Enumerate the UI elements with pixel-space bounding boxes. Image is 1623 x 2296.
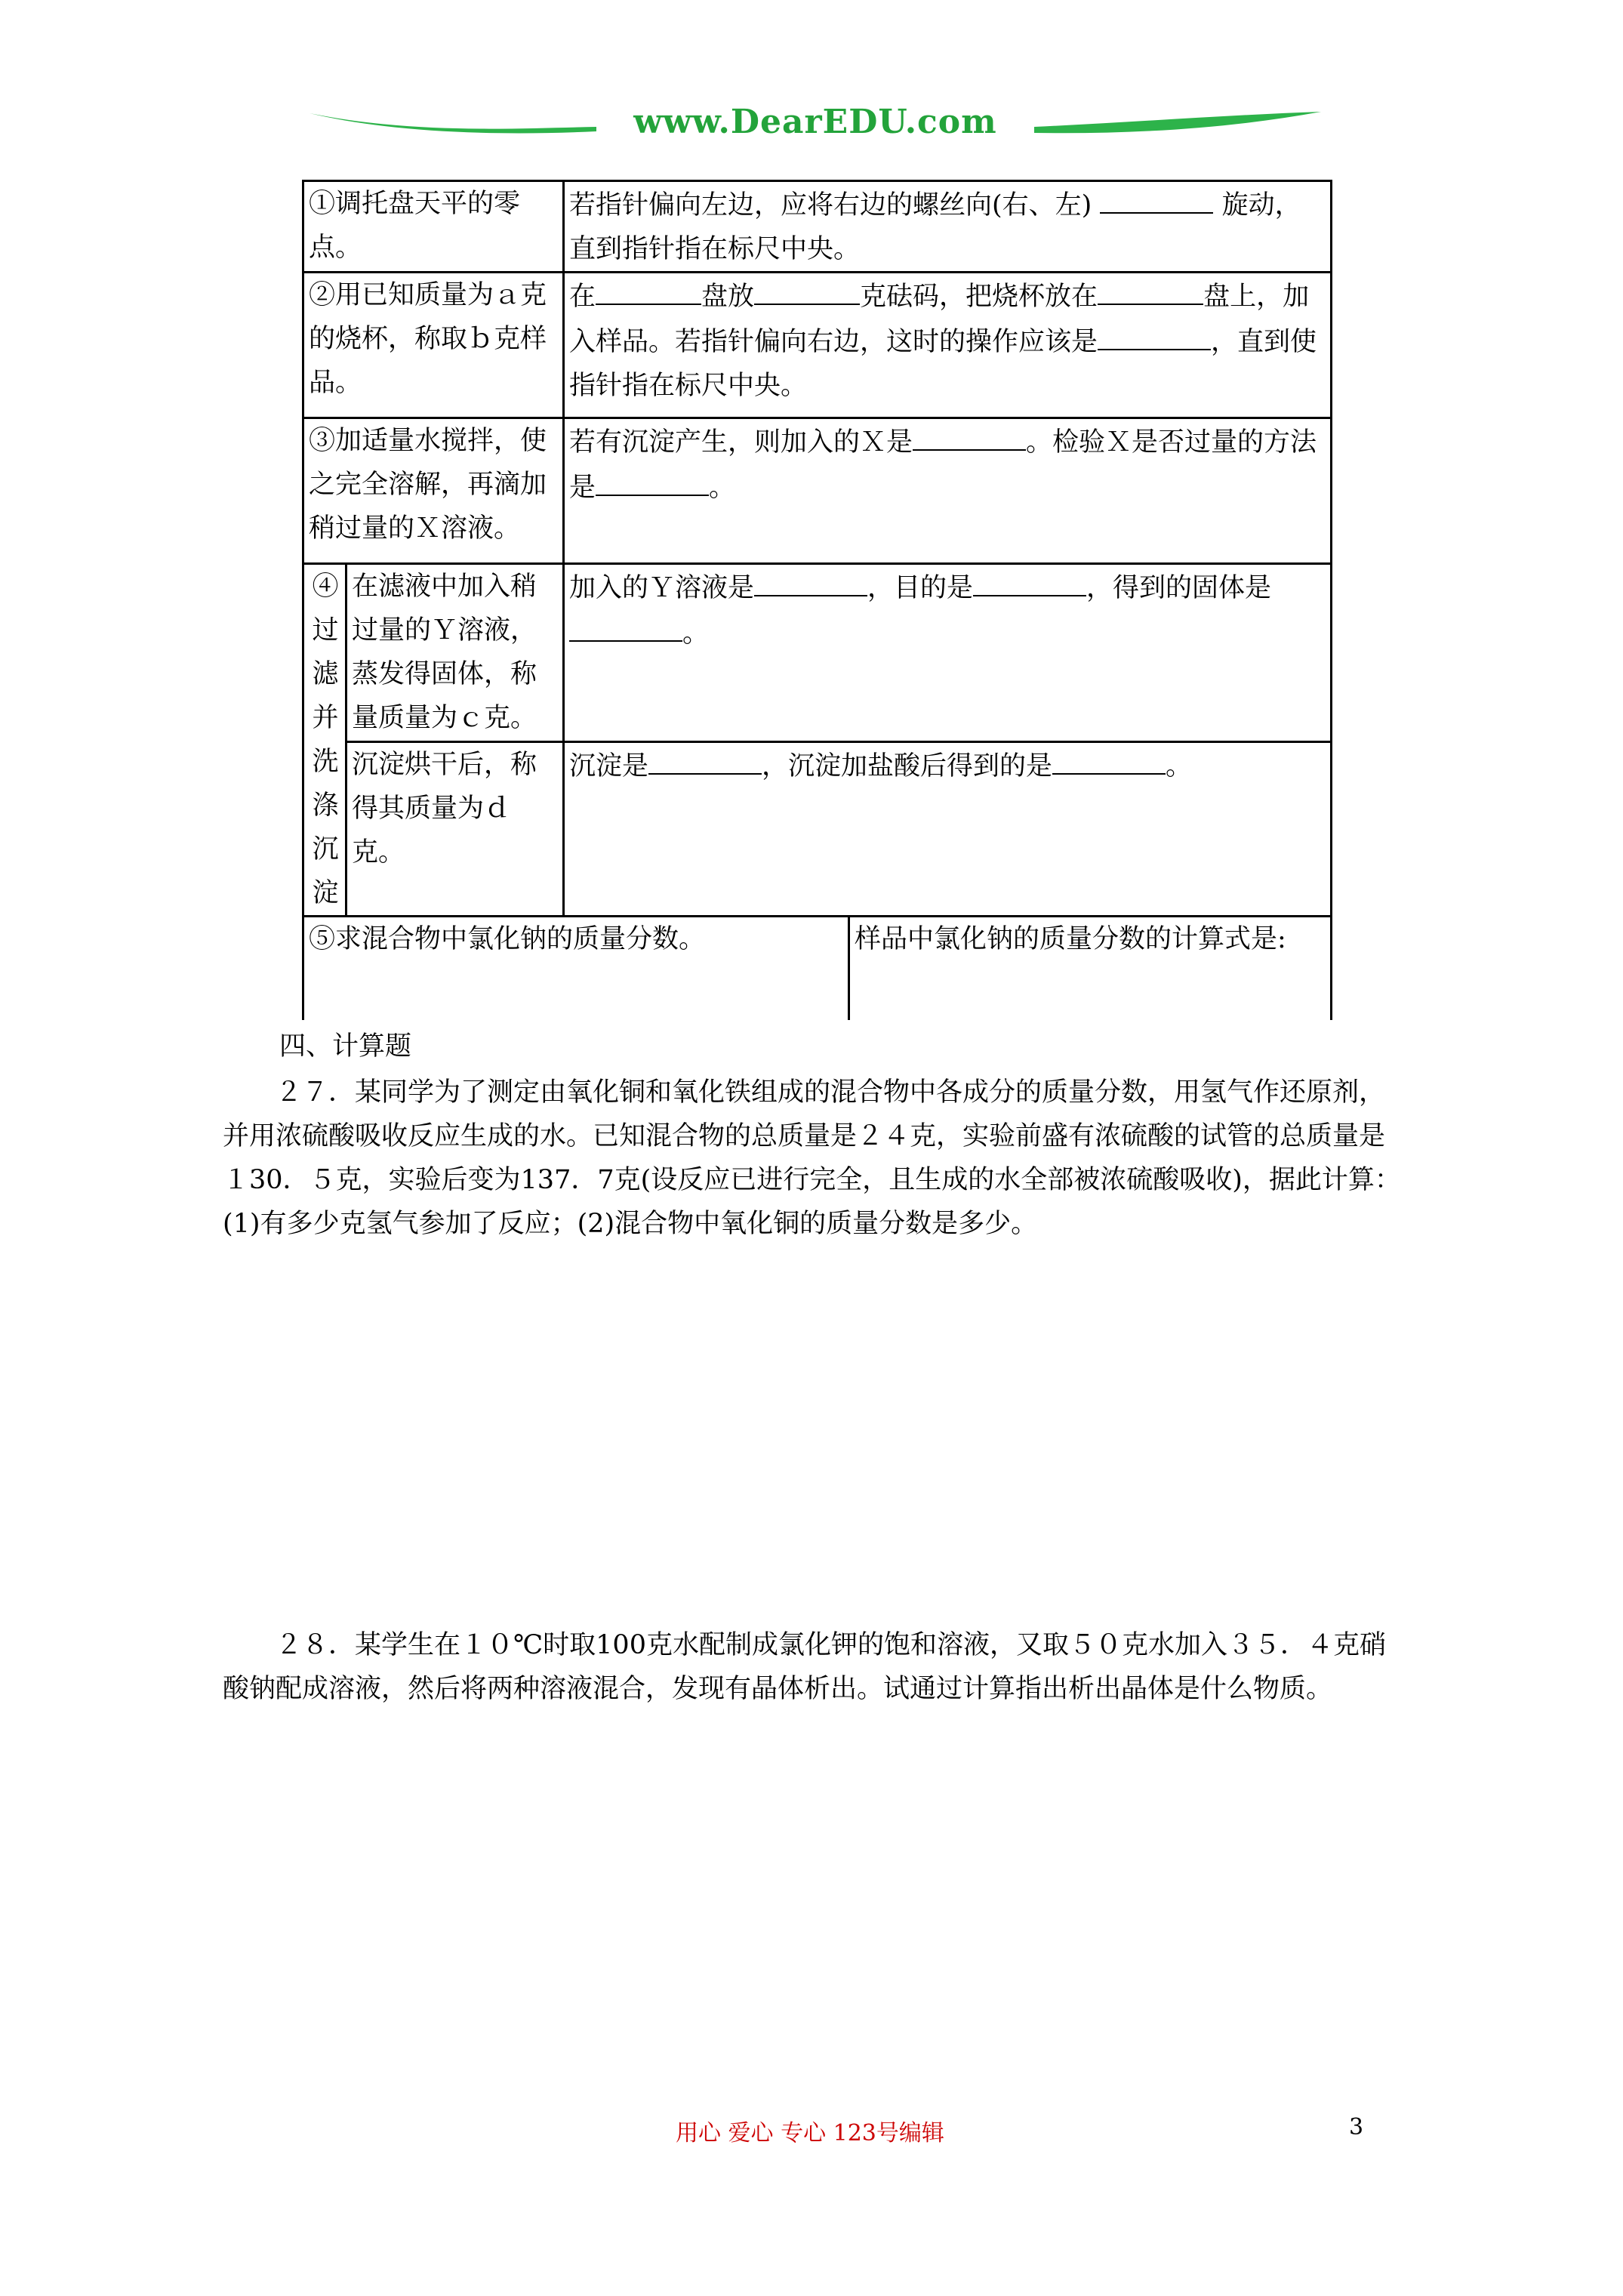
section-title: 四、计算题 [279,1031,412,1062]
table-row [303,564,1332,742]
operation-text: 。 [682,618,710,649]
answer-blank [1098,273,1203,305]
page-header [302,98,1329,159]
table-row [303,742,1332,917]
sub-step-cell: 沉淀烘干后，称得其质量为ｄ克。 [346,742,564,917]
step-cell: ①调托盘天平的零点。 [303,181,564,273]
operation-text: 盘放 [701,282,755,312]
experiment-table [302,180,1332,1020]
table-row [303,273,1332,418]
step-cell: ②用已知质量为ａ克的烧杯，称取ｂ克样品。 [303,273,564,418]
operation-text: 在 [569,282,596,312]
answer-blank [1098,319,1211,350]
operation-text: ，沉淀加盐酸后得到的是 [762,751,1053,781]
site-logo-text: www.DearEDU.com [633,103,997,141]
table-row [303,917,1332,1020]
operation-text: ，目的是 [867,573,974,603]
table-row [303,418,1332,564]
answer-blank [754,273,860,305]
answer-blank [648,743,762,775]
operation-text: 。检验Ｘ是否过量的方法是 [569,427,1317,503]
operation-text: 若指针偏向左边，应将右边的螺丝向(右、左) [569,190,1092,220]
operation-cell [564,273,1332,418]
operation-cell [564,418,1332,564]
answer-blank [913,419,1026,451]
sub-step-cell: 在滤液中加入稍过量的Ｙ溶液，蒸发得固体，称量质量为ｃ克。 [346,564,564,742]
group-label-cell: ④过滤并洗涤沉淀 [303,564,346,917]
operation-text: 加入的Ｙ溶液是 [569,573,755,603]
operation-text: 旋动，直到指针指在标尺中央。 [569,190,1301,264]
footer-text: 用心 爱心 专心 123号编辑 [676,2120,944,2147]
step-cell: ③加适量水搅拌，使之完全溶解，再滴加稍过量的Ｘ溶液。 [303,418,564,564]
operation-text: 克砝码，把烧杯放在 [860,282,1098,312]
question-27: ２７．某同学为了测定由氧化铜和氧化铁组成的混合物中各成分的质量分数，用氢气作还原剂，并用浓硫酸吸收反应生成的水。已知混合物的总质量是２４克，实验前盛有浓硫酸的试管的总质量是１30．５克，实验后变为137．7克(设反应已进行完全，且生成的水全部被浓硫酸吸收)，据此计算：(1)有多少克氢气参加了反应；(2)混合物中氧化铜的质量分数是多少。 [223,1077,1401,1239]
operation-text: 沉淀是 [569,751,649,781]
operation-text: ，得到的固体是 [1086,573,1272,603]
answer-blank [973,565,1086,596]
page-number: 3 [1349,2114,1364,2140]
operation-text: 。 [1166,751,1193,781]
operation-text: 盘上，加入样品。若指针偏向右边，这时的操作应该是 [569,282,1310,357]
answer-blank [569,610,682,642]
step-cell: ⑤求混合物中氯化钠的质量分数。 [303,917,849,1020]
operation-text: 。 [709,473,736,503]
question-28: ２８．某学生在１０℃时取100克水配制成氯化钾的饱和溶液，又取５０克水加入３５．４克硝酸钠配成溶液，然后将两种溶液混合，发现有晶体析出。试通过计算指出析出晶体是什么物质。 [223,1630,1386,1704]
operation-cell [564,181,1332,273]
operation-text: ，直到使指针指在标尺中央。 [569,327,1317,401]
table-row [303,181,1332,273]
answer-blank [596,464,709,496]
result-cell: 样品中氯化钠的质量分数的计算式是: [849,917,1332,1020]
answer-blank [1100,182,1213,214]
operation-cell [564,564,1332,742]
answer-blank [1052,743,1166,775]
operation-text: 若有沉淀产生，则加入的Ｘ是 [569,427,913,458]
answer-blank [754,565,867,596]
operation-cell [564,742,1332,917]
answer-blank [596,273,701,305]
